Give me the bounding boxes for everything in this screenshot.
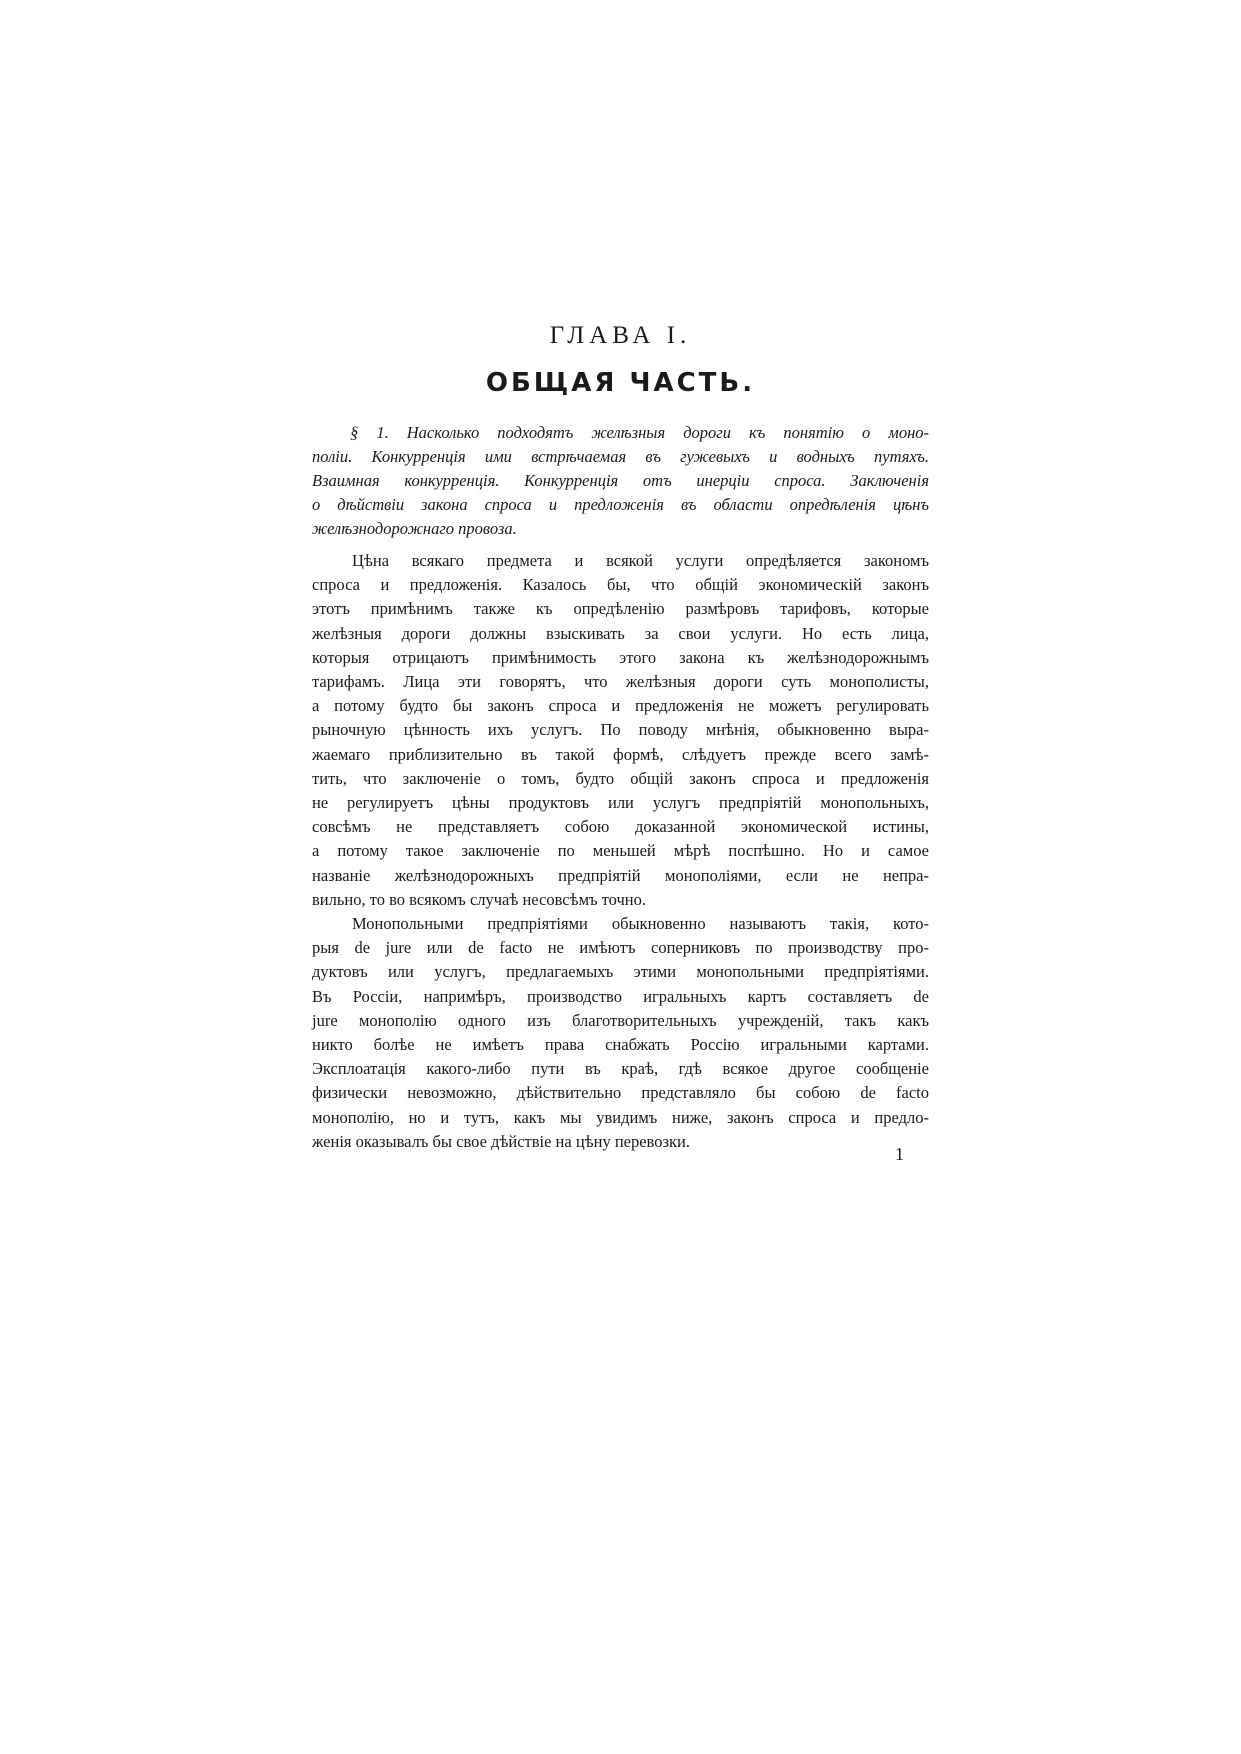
body-line: жаемаго приблизительно въ такой формѣ, слѣдуетъ прежде всего замѣ- [312,744,929,764]
body-line: названіе желѣзнодорожныхъ предпріятій монополіями, если не непра- [312,865,929,885]
body-line: рыя de jure или de facto не имѣютъ соперниковъ по производству про- [312,938,929,958]
paragraph-2 [312,912,929,1154]
body-line: Эксплоатація какого-либо пути въ краѣ, гдѣ всякое другое сообщеніе [312,1059,929,1079]
section-summary [312,421,929,541]
body-line: Въ Россіи, напримѣръ, производство игральныхъ картъ составляетъ de [312,986,929,1006]
body-line: которыя отрицаютъ примѣнимость этого закона къ желѣзнодорожнымъ [312,647,929,667]
body-line: jure монополію одного изъ благотворительныхъ учрежденій, такъ какъ [312,1010,929,1030]
body-line: а потому такое заключеніе по меньшей мѣрѣ поспѣшно. Но и самое [312,841,929,861]
body-line: женія оказывалъ бы свое дѣйствіе на цѣну перевозки. [312,1131,690,1151]
body-line: тить, что заключеніе о томъ, будто общій законъ спроса и предложенія [312,768,929,788]
body-line: дуктовъ или услугъ, предлагаемыхъ этими монопольными предпріятіями. [312,962,929,982]
body-line: желѣзныя дороги должны взыскивать за свои услуги. Но есть лица, [312,623,929,643]
summary-line: Взаимная конкурренція. Конкурренція отъ инерціи спроса. Заключенія [312,471,929,490]
page-number: 1 [895,1144,904,1164]
paragraph-1 [312,549,929,912]
chapter-title: ОБЩАЯ ЧАСТЬ. [485,368,756,398]
body-line: Цѣна всякаго предмета и всякой услуги опредѣляется закономъ [352,551,929,570]
body-line: физически невозможно, дѣйствительно представляло бы собою de facto [312,1083,929,1103]
body-line: монополію, но и тутъ, какъ мы увидимъ ниже, законъ спроса и предло- [312,1107,929,1127]
body-line: Монопольными предпріятіями обыкновенно называютъ такія, кото- [352,914,929,934]
chapter-label: ГЛАВА I. [549,322,692,349]
body-line: не регулируетъ цѣны продуктовъ или услугъ предпріятій монопольныхъ, [312,793,929,813]
summary-line: поліи. Конкурренція ими встрѣчаемая въ гужевыхъ и водныхъ путяхъ. [312,447,929,466]
body-line: вильно, то во всякомъ случаѣ несовсѣмъ точно. [312,889,646,909]
body-line: этотъ примѣнимъ также къ опредѣленію размѣровъ тарифовъ, которые [312,599,929,619]
body-line: а потому будто бы законъ спроса и предложенія не можетъ регулировать [312,696,929,716]
body-line: тарифамъ. Лица эти говорятъ, что желѣзныя дороги суть монополисты, [312,672,929,692]
body-line: совсѣмъ не представляетъ собою доказанной экономической истины, [312,817,929,837]
body-text [312,549,929,1154]
summary-line: желѣзнодорожнаго провоза. [312,519,517,538]
summary-line: § 1. Насколько подходятъ желѣзныя дороги къ понятію о моно- [350,423,929,442]
summary-line: о дѣйствіи закона спроса и предложенія въ области опредѣленія цѣнъ [312,495,929,514]
body-line: спроса и предложенія. Казалось бы, что общій экономическій законъ [312,575,929,595]
body-line: никто болѣе не имѣетъ права снабжать Россію игральными картами. [312,1035,929,1055]
body-line: рыночную цѣнность ихъ услугъ. По поводу мнѣнія, обыкновенно выра- [312,720,929,740]
